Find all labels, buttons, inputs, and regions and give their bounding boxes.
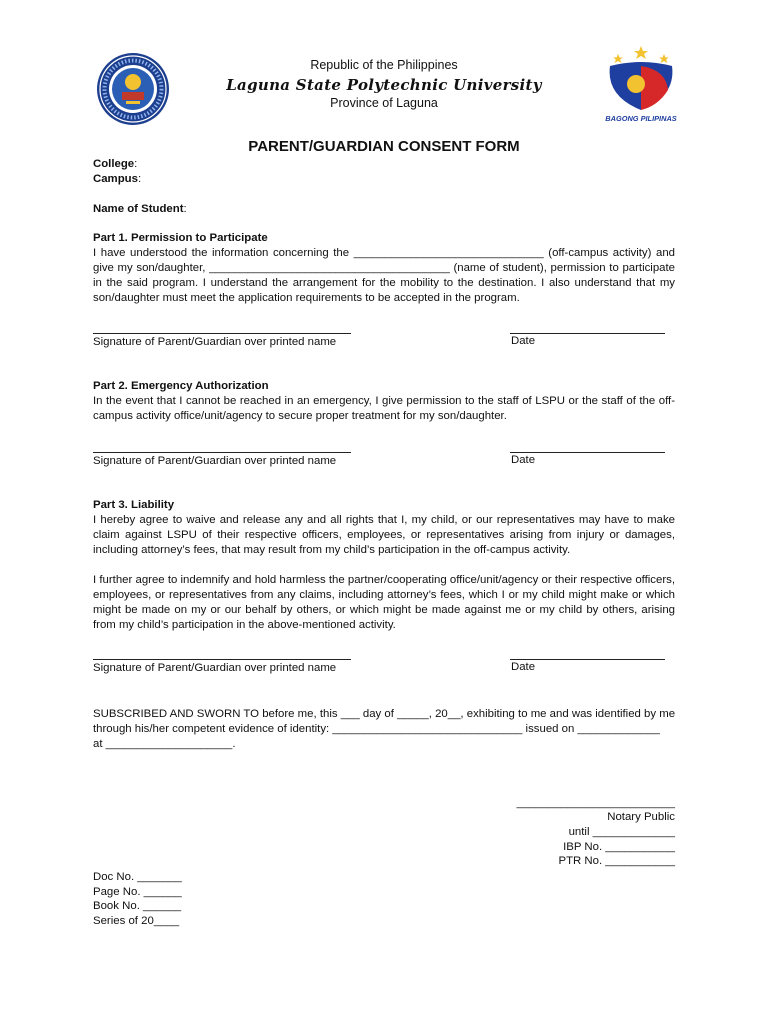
book-no: Book No. ______ [93, 900, 182, 912]
date-label-2: Date [511, 454, 536, 466]
signature-line-1 [93, 333, 351, 334]
part3-text-2: I further agree to indemnify and hold harmless the partner/cooperating office/unit/agency or their respective officers, employees, or representatives from any claims, including attorney’s fees, which I or my child might make or which might be made on my or our behalf by others, or which might be made against me or my child by others, arising from my child’s participation in the above-mentioned activity. [93, 574, 675, 631]
signature-label-1: Signature of Parent/Guardian over printed name [93, 336, 337, 348]
sworn-line-2: through his/her competent evidence of identity: ______________________________ issued on _____________ [93, 723, 660, 735]
notary-ptr: PTR No. ___________ [558, 855, 675, 867]
college-field: College: [93, 158, 138, 170]
student-name-field: Name of Student: [93, 203, 187, 215]
part1-text: I have understood the information concerning the ______________________________ (off-campus activity) and give my son/daughter, ______________________________________ (name of student), permission to participate in the said program. I understand the arrangement for the mobility to the destination. I also understand that my son/daughter must meet the application requirements to be accepted in the program. [93, 247, 675, 304]
university-name: Laguna State Polytechnic University [226, 76, 542, 94]
part1-heading: Part 1. Permission to Participate [93, 232, 268, 244]
date-label-1: Date [511, 335, 536, 347]
notary-title: Notary Public [607, 811, 675, 823]
notary-signature-line: _________________________ [516, 797, 675, 809]
bagong-pilipinas-caption: BAGONG PILIPINAS [605, 114, 677, 123]
province-line: Province of Laguna [330, 96, 438, 110]
part3-heading: Part 3. Liability [93, 499, 175, 511]
notary-ibp: IBP No. ___________ [563, 841, 675, 853]
sworn-line-3: at ____________________. [93, 738, 236, 750]
date-label-3: Date [511, 661, 536, 673]
page-no: Page No. ______ [93, 886, 182, 898]
sworn-line-1: SUBSCRIBED AND SWORN TO before me, this ___ day of _____, 20__, exhibiting to me and was identified by me [93, 708, 676, 720]
doc-no: Doc No. _______ [93, 871, 182, 883]
series: Series of 20____ [93, 915, 180, 927]
republic-line: Republic of the Philippines [310, 58, 458, 72]
signature-line-2 [93, 452, 351, 453]
signature-line-3 [93, 659, 351, 660]
notary-until: until _____________ [568, 826, 675, 838]
campus-field: Campus: [93, 173, 142, 185]
part2-heading: Part 2. Emergency Authorization [93, 380, 269, 392]
signature-label-2: Signature of Parent/Guardian over printed name [93, 455, 337, 467]
date-line-2 [510, 452, 665, 453]
part2-text: In the event that I cannot be reached in an emergency, I give permission to the staff of LSPU or the staff of the off-campus activity office/unit/agency to secure proper treatment for my son/daughter. [93, 395, 675, 422]
signature-label-3: Signature of Parent/Guardian over printed name [93, 662, 337, 674]
date-line-3 [510, 659, 665, 660]
part3-text-1: I hereby agree to waive and release any and all rights that I, my child, or our representatives may have to make claim against LSPU of their respective officers, employees, or representatives arising from injury or damages, including attorney’s fees, that may result from my child’s participation in the off-campus activity. [93, 514, 675, 556]
form-title: PARENT/GUARDIAN CONSENT FORM [248, 138, 520, 155]
date-line-1 [510, 333, 665, 334]
